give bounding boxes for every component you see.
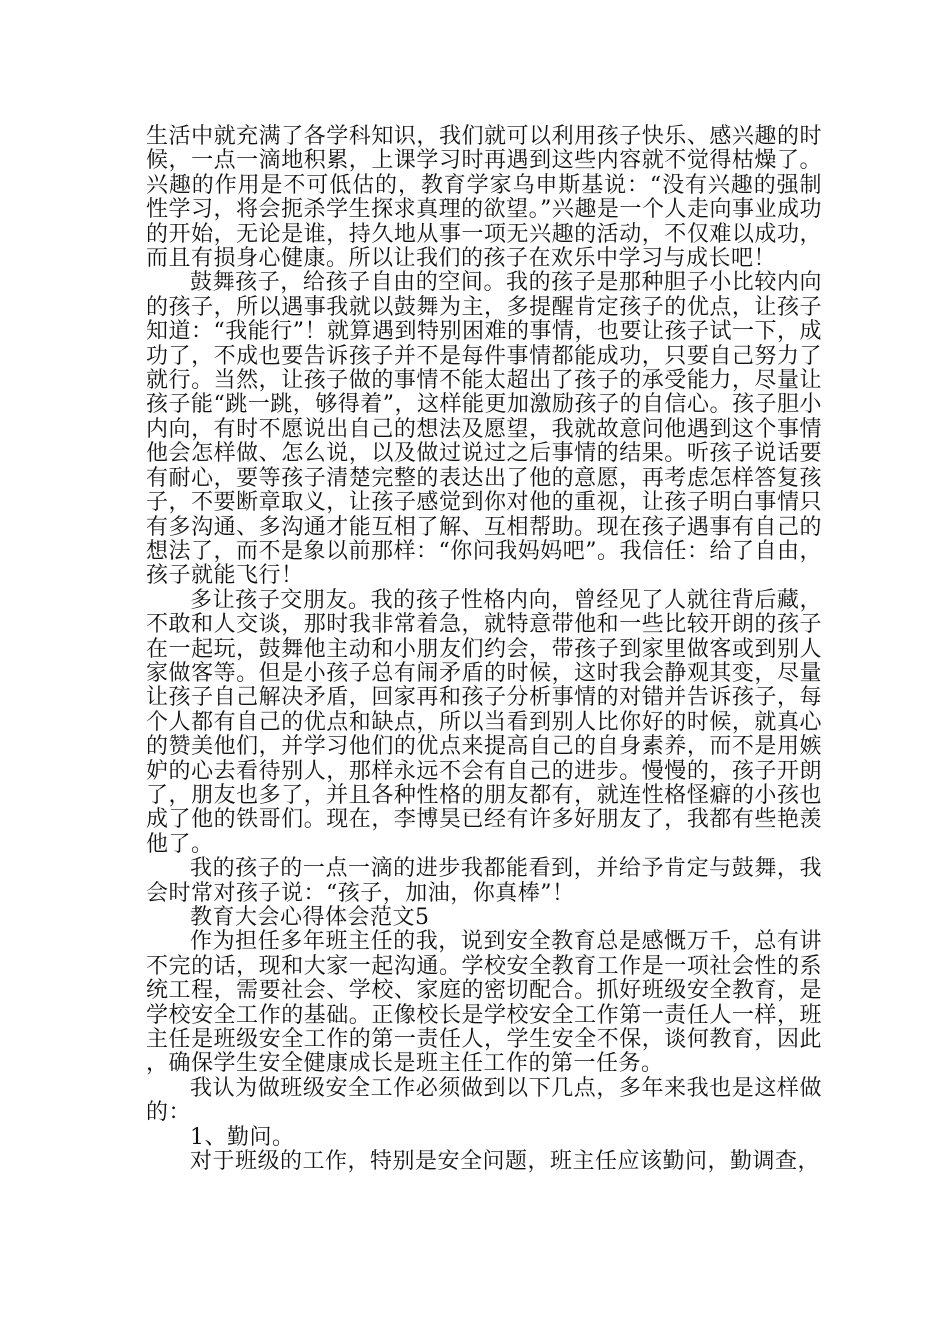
paragraph-safety-education: 作为担任多年班主任的我，说到安全教育总是感慨万千，总有讲不完的话，现和大家一起沟通。学校安全教育工作是一项社会性的系统工程，需要社会、学校、家庭的密切配合。抓好班级安全教育，是学校安全工作的基础。正像校长是学校安全工作第一责任人一样，班主任是班级安全工作的第一责任人，学生安全不保，谈何教育，因此，确保学生安全健康成长是班主任工作的第一任务。	[146, 929, 822, 1077]
list-item-heading: 1、勤问。	[190, 1124, 295, 1150]
paragraph-encourage-freedom: 鼓舞孩子，给孩子自由的空间。我的孩子是那种胆子小比较内向的孩子，所以遇事我就以鼓舞为主，多提醒肯定孩子的优点，让孩子知道：“我能行”！就算遇到特别困难的事情，也要让孩子试一下，成功了，不成也要告诉孩子并不是每件事情都能成功，只要自己努力了就行。当然，让孩子做的事情不能太超出了孩子的承受能力，尽量让孩子能“跳一跳，够得着”，这样能更加激励孩子的自信心。孩子胆小内向，有时不愿说出自己的想法及愿望，我就故意问他遇到这个事情他会怎样做、怎么说，以及做过说过之后事情的结果。听孩子说话要有耐心，要等孩子清楚完整的表达出了他的意愿，再考虑怎样答复孩子，不要断章取义，让孩子感觉到你对他的重视，让孩子明白事情只有多沟通、多沟通才能互相了解、互相帮助。现在孩子遇事有自己的想法了，而不是象以前那样：“你问我妈妈吧”。我信任：给了自由，孩子就能飞行！	[146, 270, 822, 589]
paragraph-ask-often: 对于班级的工作，特别是安全问题，班主任应该勤问，勤调查，	[190, 1149, 821, 1175]
paragraph-safety-points: 我认为做班级安全工作必须做到以下几点，多年来我也是这样做的：	[146, 1075, 822, 1126]
paragraph-interest: 生活中就充满了各学科知识，我们就可以利用孩子快乐、感兴趣的时候，一点一滴地积累，上课学习时再遇到这些内容就不觉得枯燥了。兴趣的作用是不可低估的，教育学家乌申斯基说：“没有兴趣的强制性学习，将会扼杀学生探求真理的欲望。”兴趣是一个人走向事业成功的开始，无论是谁，持久地从事一项无兴趣的活动，不仅难以成功，而且有损身心健康。所以让我们的孩子在欢乐中学习与成长吧！	[146, 124, 822, 272]
document-page	[146, 125, 822, 1174]
paragraph-progress: 我的孩子的一点一滴的进步我都能看到，并给予肯定与鼓舞，我会时常对孩子说：“孩子，加油，你真棒”！	[146, 856, 822, 906]
paragraph-make-friends: 多让孩子交朋友。我的孩子性格内向，曾经见了人就往背后藏，不敢和人交谈，那时我非常着急，就特意带他和一些比较开朗的孩子在一起玩，鼓舞他主动和小朋友们约会，带孩子到家里做客或到别人家做客等。但是小孩子总有闹矛盾的时候，这时我会静观其变，尽量让孩子自己解决矛盾，回家再和孩子分析事情的对错并告诉孩子，每个人都有自己的优点和缺点，所以当看到别人比你好的时候，就真心的赞美他们，并学习他们的优点来提高自己的自身素养，而不是用嫉妒的心去看待别人，那样永远不会有自己的进步。慢慢的，孩子开朗了，朋友也多了，并且各种性格的朋友都有，就连性格怪癖的小孩也成了他的铁哥们。现在，李博昊已经有许多好朋友了，我都有些艳羡他了。	[146, 587, 822, 857]
section-heading: 教育大会心得体会范文5	[190, 905, 430, 930]
